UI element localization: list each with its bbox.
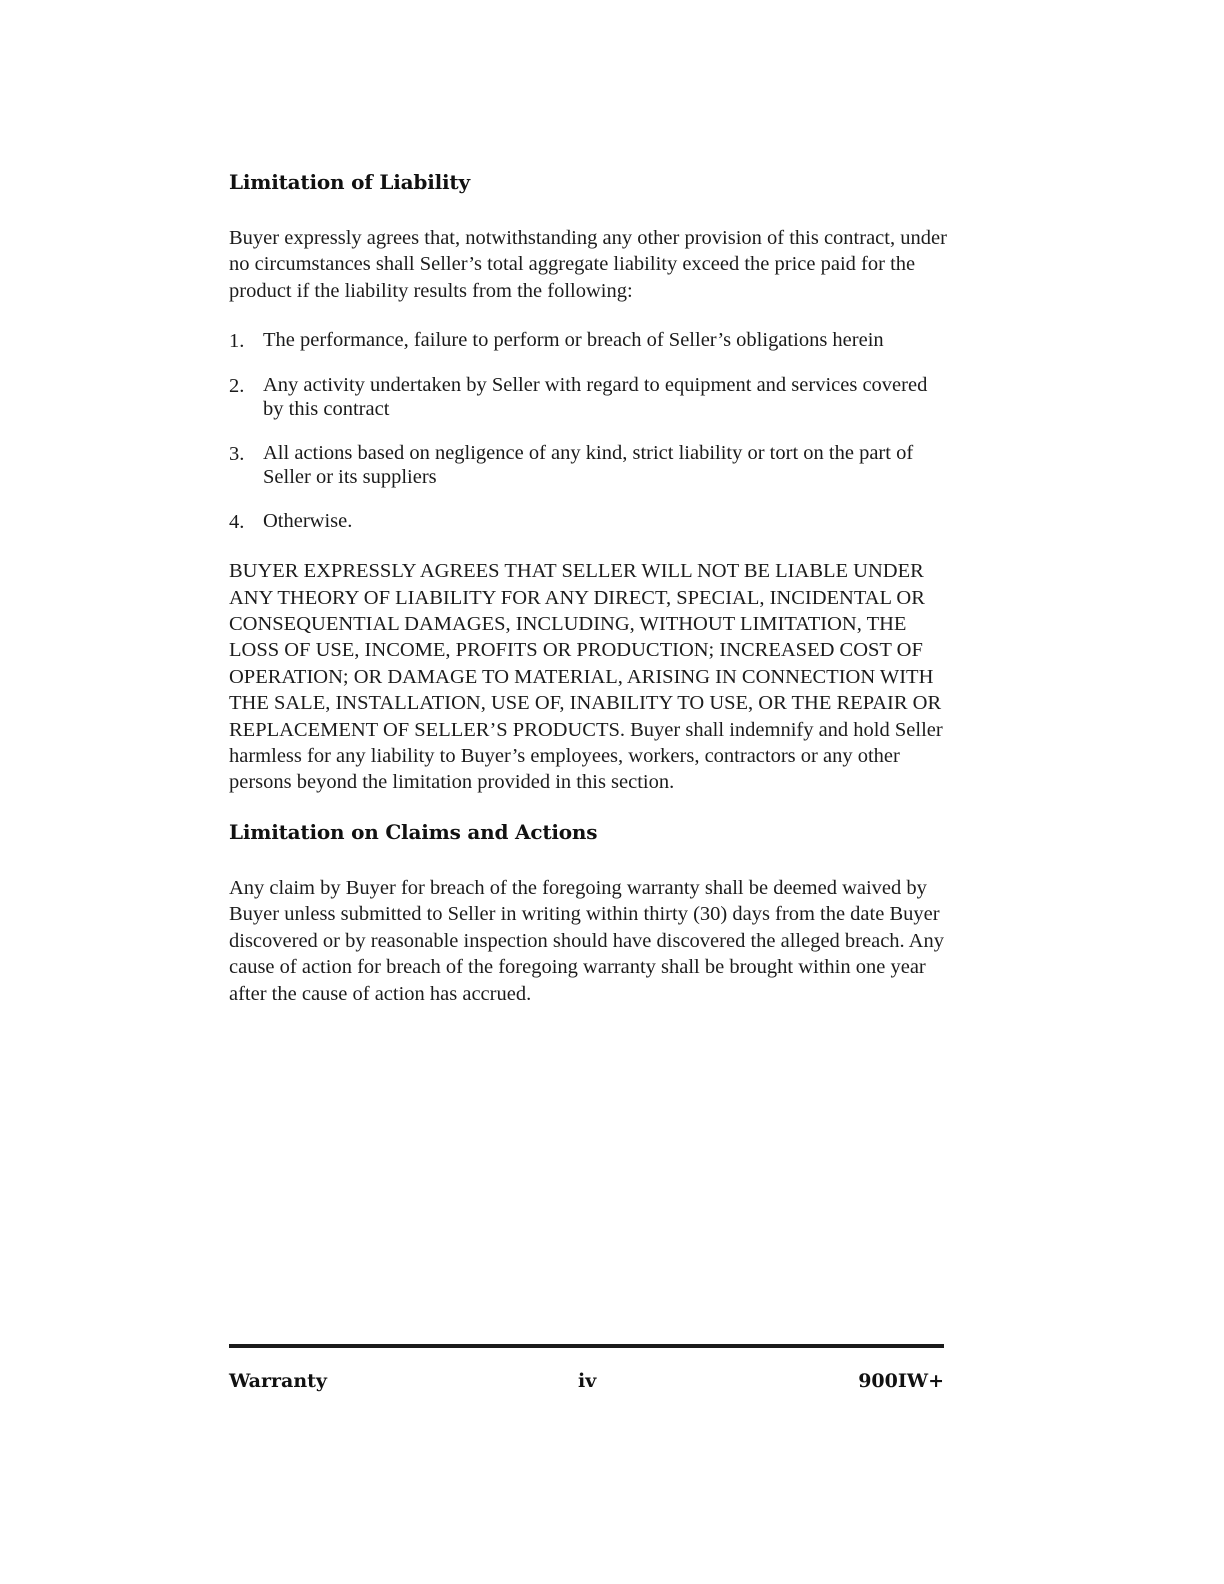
footer-section-title: Warranty (229, 1370, 327, 1392)
claims-paragraph: Any claim by Buyer for breach of the foregoing warranty shall be deemed waived by Buyer unless submitted to Seller in writing within thirty (30) days from the date Buyer discovered or by reasonable inspection should have discovered the alleged breach. Any cause of action for breach of the foregoing warranty shall be brought within one year after the cause of action has accrued. (229, 876, 944, 1005)
list-item (229, 329, 949, 353)
list-item-number: 4. (229, 511, 245, 534)
list-item (229, 442, 949, 489)
list-item (229, 374, 949, 421)
list-item-number: 3. (229, 443, 245, 466)
page-content (229, 170, 949, 1007)
list-item-number: 2. (229, 375, 245, 398)
footer-divider (229, 1344, 944, 1348)
list-item-text: Otherwise. (263, 510, 353, 533)
liability-conditions-list (229, 329, 949, 534)
page-footer (229, 1370, 944, 1400)
list-item-text: The performance, failure to perform or breach of Seller’s obligations herein (263, 329, 884, 352)
section-heading-limitation-of-liability: Limitation of Liability (229, 170, 470, 194)
section-heading-limitation-on-claims: Limitation on Claims and Actions (229, 819, 598, 844)
footer-page-number: iv (578, 1370, 597, 1392)
liability-intro-paragraph: Buyer expressly agrees that, notwithstanding any other provision of this contract, under no circumstances shall Seller’s total aggregate liability exceed the price paid for the product if the liability results from the following: (229, 227, 947, 302)
list-item-text: Any activity undertaken by Seller with regard to equipment and services covered by this contract (263, 374, 928, 420)
list-item-number: 1. (229, 330, 245, 353)
list-item (229, 510, 949, 534)
liability-disclaimer-paragraph: BUYER EXPRESSLY AGREES THAT SELLER WILL NOT BE LIABLE UNDER ANY THEORY OF LIABILITY FOR ANY DIRECT, SPECIAL, INCIDENTAL OR CONSEQUENTIAL DAMAGES, INCLUDING, WITHOUT LIMITATION, THE LOSS OF USE, INCOME, PROFITS OR PRODUCTION; INCREASED COST OF OPERATION; OR DAMAGE TO MATERIAL, ARISING IN CONNECTION WITH THE SALE, INSTALLATION, USE OF, INABILITY TO USE, OR THE REPAIR OR REPLACEMENT OF SELLER’S PRODUCTS. Buyer shall indemnify and hold Seller harmless for any liability to Buyer’s employees, workers, contractors or any other persons beyond the limitation provided in this section. (229, 560, 943, 794)
list-item-text: All actions based on negligence of any kind, strict liability or tort on the part of Seller or its suppliers (263, 442, 914, 488)
footer-model-number: 900IW+ (858, 1370, 944, 1392)
